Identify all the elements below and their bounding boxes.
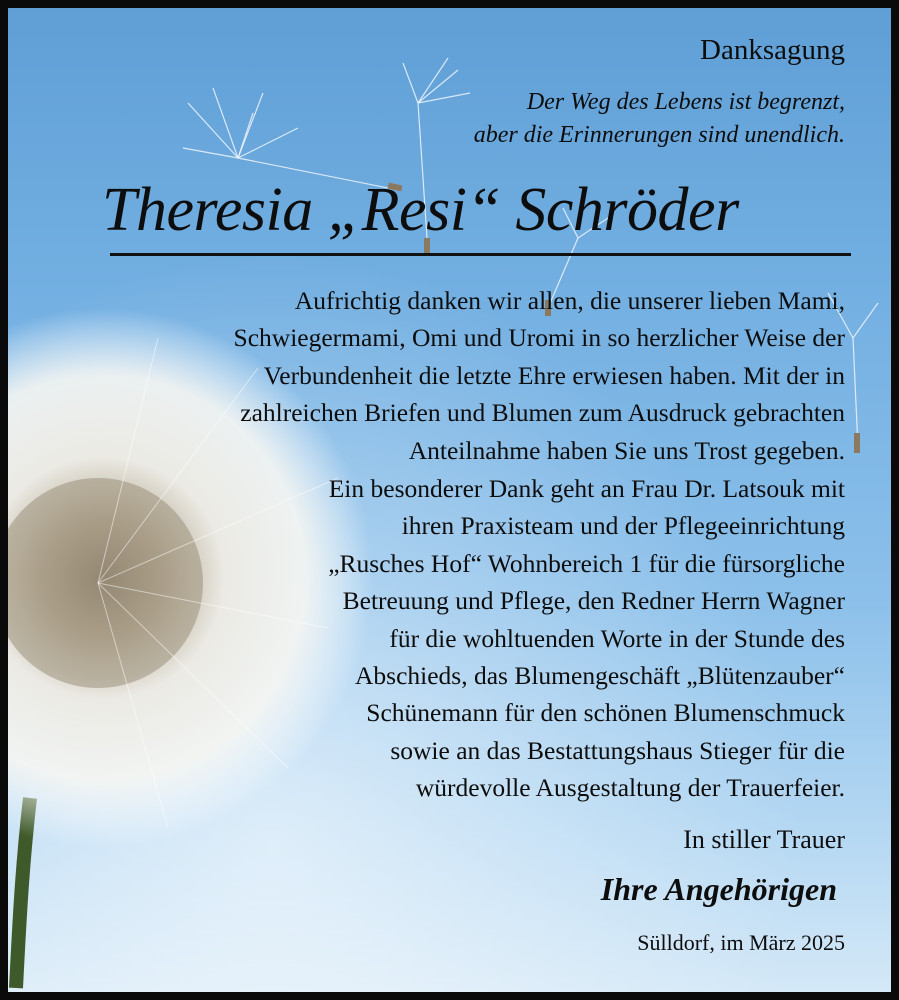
closing-phrase: In stiller Trauer bbox=[683, 825, 845, 854]
notice-heading: Danksagung bbox=[700, 34, 845, 66]
text-line: Aufrichtig danken wir allen, die unserer lieben Mami, bbox=[294, 286, 845, 315]
text-line: ihren Praxisteam und der Pflegeeinrichtung bbox=[401, 511, 845, 541]
text-line: Schünemann für den schönen Blumenschmuck bbox=[366, 698, 845, 728]
text-line: Ein besonderer Dank geht an Frau Dr. Latsouk mit bbox=[328, 474, 845, 503]
text-line: „Rusches Hof“ Wohnbereich 1 für die fürsorgliche bbox=[328, 548, 845, 578]
text-line: Verbundenheit die letzte Ehre erwiesen haben. Mit der in bbox=[263, 360, 845, 390]
text-line: Betreuung und Pflege, den Redner Herrn Wagner bbox=[342, 586, 845, 616]
family-signature: Ihre Angehörigen bbox=[600, 871, 837, 907]
text-line: zahlreichen Briefen und Blumen zum Ausdruck gebrachten bbox=[240, 398, 845, 428]
motto-line: Der Weg des Lebens ist begrenzt, bbox=[526, 89, 845, 115]
deceased-name: Theresia „Resi“ Schröder bbox=[102, 176, 739, 244]
title-divider bbox=[110, 253, 851, 256]
text-line: für die wohltuenden Worte in der Stunde des bbox=[389, 623, 845, 653]
text-line: sowie an das Bestattungshaus Stieger für die bbox=[390, 735, 845, 765]
motto-line: aber die Erinnerungen sind unendlich. bbox=[473, 122, 845, 148]
text-line: Schwiegermami, Omi und Uromi in so herzlicher Weise der bbox=[233, 323, 845, 353]
motto-quote bbox=[474, 86, 845, 152]
notice-text bbox=[8, 8, 891, 992]
thanks-paragraph-1 bbox=[65, 282, 845, 469]
text-line: würdevolle Ausgestaltung der Trauerfeier. bbox=[415, 773, 845, 803]
text-line: Anteilnahme haben Sie uns Trost gegeben. bbox=[408, 435, 845, 465]
thanks-paragraph-2 bbox=[65, 470, 845, 807]
place-date: Sülldorf, im März 2025 bbox=[637, 930, 845, 955]
text-line: Abschieds, das Blumengeschäft „Blütenzauber“ bbox=[354, 661, 845, 691]
